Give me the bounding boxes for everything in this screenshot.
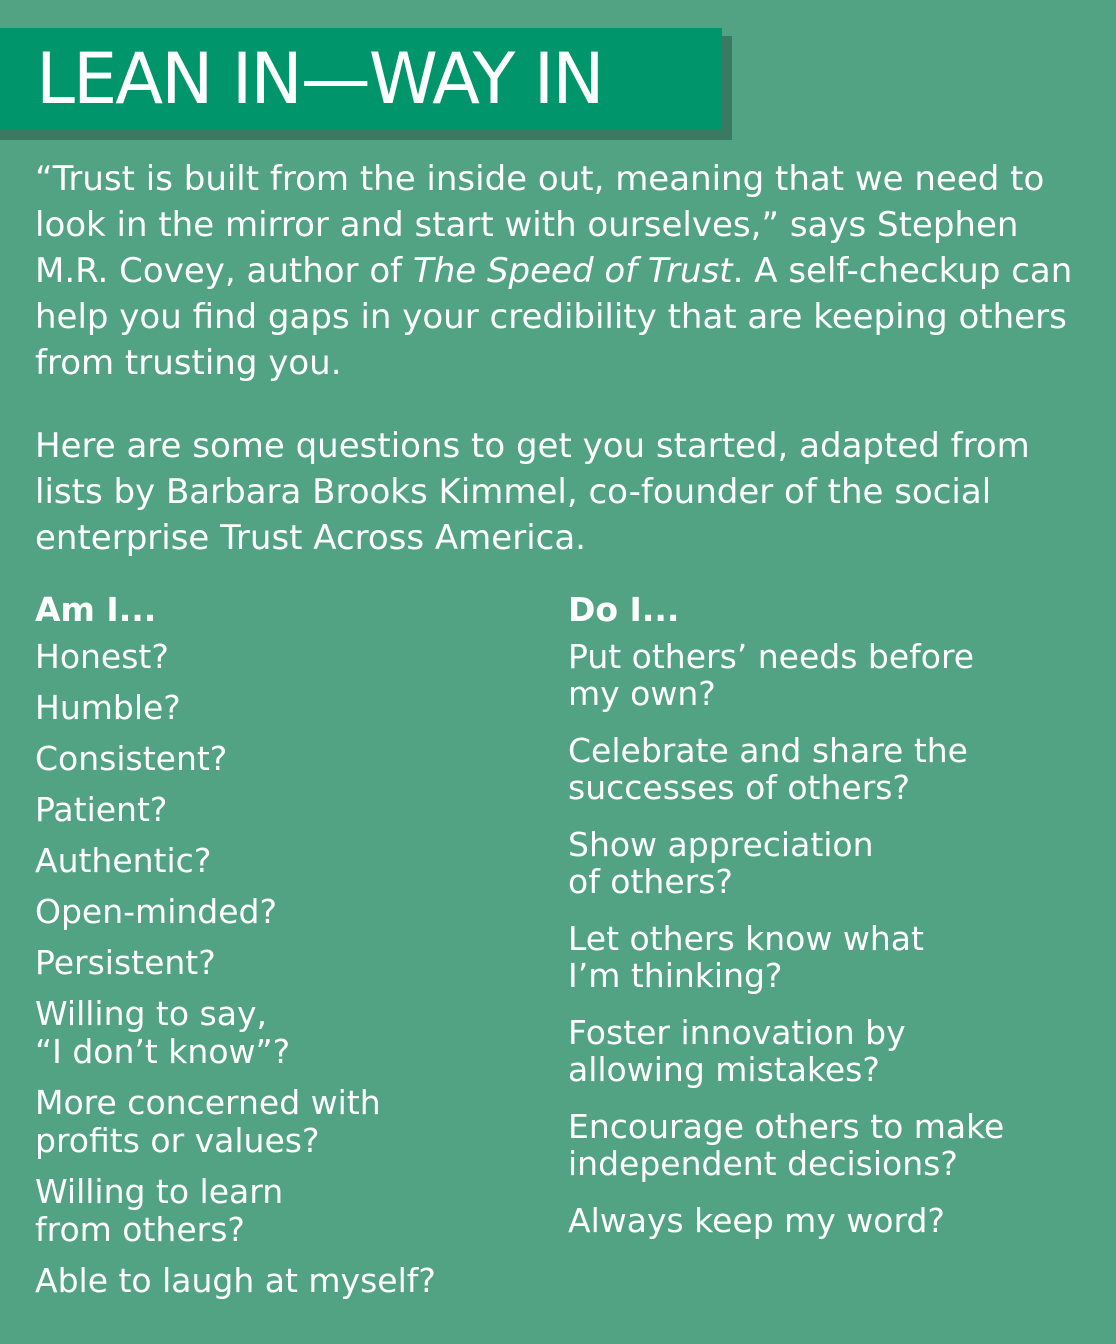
do-i-heading: Do I... — [568, 590, 680, 629]
list-item: Put others’ needs before my own? — [568, 637, 975, 713]
list-item: More concerned with profits or values? — [35, 1083, 381, 1160]
list-item: Encourage others to make independent decisions? — [568, 1107, 1005, 1183]
list-item: Authentic? — [35, 841, 212, 880]
page-title: LEAN IN—WAY IN — [36, 38, 603, 120]
list-item: Able to laugh at myself? — [35, 1261, 436, 1300]
list-item: Always keep my word? — [568, 1201, 945, 1240]
list-item: Willing to say, “I don’t know”? — [35, 994, 291, 1071]
list-item: Show appreciation of others? — [568, 825, 874, 901]
list-item: Open-minded? — [35, 892, 277, 931]
intro-text-start: “Trust is built from the inside out, meaning that we need to look in the mirror and start with ourselves,” says Stephen M.R. Covey, author of — [35, 159, 1045, 291]
list-item: Celebrate and share the successes of others? — [568, 731, 968, 807]
source-paragraph: Here are some questions to get you started, adapted from lists by Barbara Brooks Kimmel, co-founder of the social enterprise Trust Across America. — [35, 426, 1030, 558]
intro-paragraph — [35, 156, 1095, 386]
list-item: Consistent? — [35, 739, 228, 778]
list-item: Honest? — [35, 637, 169, 676]
list-item: Patient? — [35, 790, 168, 829]
list-item: Foster innovation by allowing mistakes? — [568, 1013, 906, 1089]
list-item: Persistent? — [35, 943, 216, 982]
list-item: Let others know what I’m thinking? — [568, 919, 924, 995]
am-i-column — [35, 590, 535, 1313]
list-item: Humble? — [35, 688, 181, 727]
do-i-column — [568, 590, 1088, 1259]
intro-text-end: . A self-checkup can help you find gaps in your credibility that are keeping others from trusting you. — [35, 251, 1073, 383]
book-title: The Speed of Trust — [412, 251, 733, 291]
am-i-heading: Am I... — [35, 590, 157, 629]
am-i-list — [35, 638, 535, 1300]
do-i-list — [568, 638, 1088, 1239]
list-item: Willing to learn from others? — [35, 1172, 284, 1249]
